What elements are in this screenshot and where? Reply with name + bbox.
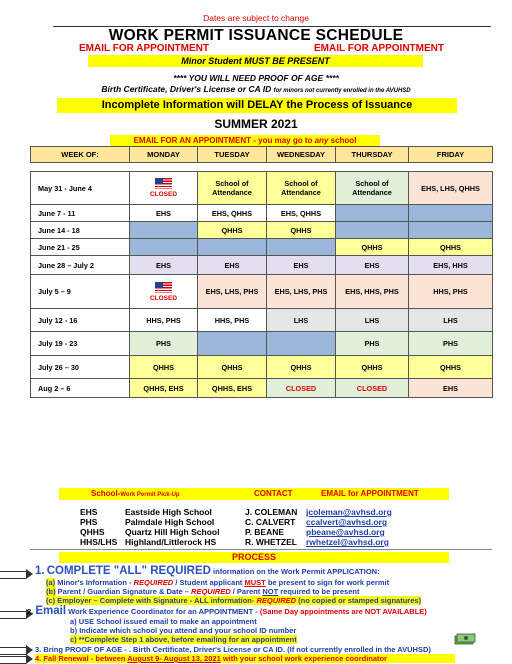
step1-tail: information on the Work Permit APPLICATION: xyxy=(213,567,380,576)
step1-heading xyxy=(35,565,380,577)
day-cell: QHHS xyxy=(198,356,267,379)
week-cell: June 7 - 11 xyxy=(31,205,130,222)
step1-b-text1: Parent / Guardian Signature & Date – xyxy=(57,587,192,596)
step2-b-text: Indicate which school you attend and your school ID number xyxy=(79,626,297,635)
step2-heading xyxy=(27,605,427,617)
email-link[interactable]: pbeane@avhsd.org xyxy=(306,527,385,537)
school-name: Highland/Littlerock HS xyxy=(125,537,217,547)
step1-c-text1: Employer – Complete with Signature - ALL information- xyxy=(57,596,257,605)
money-icon xyxy=(454,632,476,646)
school-name: Eastside High School xyxy=(125,507,212,517)
closed-cell xyxy=(130,275,198,309)
day-cell: HHS, PHS xyxy=(198,309,267,332)
coordinator-name: P. BEANE xyxy=(245,527,285,537)
week-cell: June 28 – July 2 xyxy=(31,256,130,275)
proof-of-age-line: **** YOU WILL NEED PROOF OF AGE **** xyxy=(173,73,339,83)
contact-header-contact: CONTACT xyxy=(254,489,293,498)
step1-c-label: (c) xyxy=(46,596,56,605)
step2-head: Email xyxy=(35,605,67,617)
birth-line-main: Birth Certificate, Driver's License or CA ID xyxy=(101,84,272,94)
day-cell xyxy=(198,239,267,256)
day-cell: EHS, LHS, PHS xyxy=(198,275,267,309)
day-cell: PHS xyxy=(336,332,409,356)
birth-certificate-line xyxy=(0,84,512,94)
season-heading: SUMMER 2021 xyxy=(214,117,298,131)
step1-a-text2: / Student applicant xyxy=(173,578,245,587)
day-cell: EHS xyxy=(267,256,336,275)
not-label: NOT xyxy=(262,587,279,596)
closed-label: CLOSED xyxy=(149,294,178,302)
minor-present-banner: Minor Student MUST BE PRESENT xyxy=(88,55,423,67)
contact-header xyxy=(59,488,449,500)
arrow-icon xyxy=(0,611,26,619)
day-cell: EHS, QHHS xyxy=(198,205,267,222)
school-name: Quartz Hill High School xyxy=(125,527,220,537)
day-cell: LHS xyxy=(409,309,493,332)
step1-number: 1. xyxy=(35,565,45,577)
school-name: Palmdale High School xyxy=(125,517,215,527)
email-appointment-right: EMAIL FOR APPOINTMENT xyxy=(314,43,444,54)
step1-b-label: (b) xyxy=(46,587,56,596)
table-gap xyxy=(31,163,493,172)
day-cell: EHS xyxy=(198,256,267,275)
contact-row xyxy=(0,527,512,537)
email-link[interactable]: rwhetzel@avhsd.org xyxy=(306,537,389,547)
day-cell: EHS, QHHS xyxy=(267,205,336,222)
table-row xyxy=(31,205,493,222)
contact-row xyxy=(0,507,512,517)
col-monday: MONDAY xyxy=(130,147,198,163)
day-cell: EHS, HHS xyxy=(409,256,493,275)
school-abbr: QHHS xyxy=(80,527,105,537)
day-cell: QHHS xyxy=(409,239,493,256)
day-cell: QHHS xyxy=(267,222,336,239)
week-cell: July 12 - 16 xyxy=(31,309,130,332)
required-label: REQUIRED xyxy=(256,596,297,605)
table-row xyxy=(31,309,493,332)
divider xyxy=(30,549,492,550)
day-cell xyxy=(336,222,409,239)
page-title: WORK PERMIT ISSUANCE SCHEDULE xyxy=(108,27,404,44)
school-abbr: EHS xyxy=(80,507,98,517)
step4-text xyxy=(35,654,455,663)
step2-number: 2. xyxy=(27,607,34,616)
schedule-table xyxy=(30,146,493,398)
closed-label: CLOSED xyxy=(149,191,178,198)
table-row xyxy=(31,222,493,239)
birth-line-small: for minors not currently enrolled in the AVUHSD xyxy=(273,88,411,94)
week-cell: June 14 - 18 xyxy=(31,222,130,239)
step1-b-text3: required to be present xyxy=(278,587,360,596)
school-label: School- xyxy=(91,489,121,498)
step1-c xyxy=(46,596,421,605)
required-label: REQUIRED xyxy=(191,587,231,596)
must-label: MUST xyxy=(244,578,266,587)
table-row xyxy=(31,275,493,309)
step1-a-text1: Minor's Information - xyxy=(57,578,134,587)
day-cell: EHS xyxy=(409,379,493,398)
day-cell xyxy=(198,332,267,356)
day-cell: HHS, PHS xyxy=(409,275,493,309)
day-cell xyxy=(336,205,409,222)
day-cell: PHS xyxy=(130,332,198,356)
day-cell: QHHS xyxy=(336,239,409,256)
email-link[interactable]: jcoleman@avhsd.org xyxy=(306,507,392,517)
day-cell: QHHS, EHS xyxy=(198,379,267,398)
col-wednesday: WEDNESDAY xyxy=(267,147,336,163)
step1-a xyxy=(46,578,389,587)
process-heading: PROCESS xyxy=(59,552,449,563)
arrow-icon xyxy=(0,571,26,579)
day-cell xyxy=(130,239,198,256)
day-cell: School of Attendance xyxy=(198,172,267,205)
step2-b-label: b) xyxy=(70,626,78,635)
day-cell: EHS xyxy=(336,256,409,275)
step2-a-label: a) xyxy=(70,617,77,626)
day-cell: QHHS xyxy=(267,356,336,379)
day-cell xyxy=(267,239,336,256)
day-cell: QHHS xyxy=(130,356,198,379)
step2-c-text: **Complete Step 1 above, before emailing for an appointment xyxy=(78,635,297,644)
incomplete-info-banner: Incomplete Information will DELAY the Process of Issuance xyxy=(57,98,457,113)
week-cell: July 26 – 30 xyxy=(31,356,130,379)
step1-b xyxy=(46,587,359,596)
step2-b xyxy=(70,626,296,635)
day-cell: PHS xyxy=(409,332,493,356)
day-cell: EHS, LHS, PHS xyxy=(267,275,336,309)
day-cell xyxy=(130,222,198,239)
col-tuesday: TUESDAY xyxy=(198,147,267,163)
any-school-prefix: EMAIL FOR AN APPOINTMENT - you may go to xyxy=(133,136,315,145)
day-cell: QHHS xyxy=(336,356,409,379)
email-appointment-left: EMAIL FOR APPOINTMENT xyxy=(79,43,209,54)
step1-head: COMPLETE "ALL" REQUIRED xyxy=(46,565,211,577)
day-cell: QHHS xyxy=(198,222,267,239)
any-school-emphasis: any xyxy=(314,136,329,145)
step2-tail: Work Experience Coordinator for an APPOINTMENT - xyxy=(66,607,260,616)
day-cell: EHS xyxy=(130,205,198,222)
week-cell: July 19 - 23 xyxy=(31,332,130,356)
day-cell: QHHS, EHS xyxy=(130,379,198,398)
required-label: REQUIRED xyxy=(133,578,174,587)
day-cell xyxy=(267,332,336,356)
step2-c xyxy=(70,635,297,644)
table-row xyxy=(31,239,493,256)
coordinator-name: R. WHETZEL xyxy=(245,537,297,547)
day-cell: EHS, LHS, QHHS xyxy=(409,172,493,205)
coordinator-name: J. COLEMAN xyxy=(245,507,298,517)
arrow-icon xyxy=(0,647,26,655)
step2-warning: (Same Day appointments are NOT AVAILABLE) xyxy=(259,607,427,616)
day-cell: LHS xyxy=(336,309,409,332)
day-cell: QHHS xyxy=(409,356,493,379)
table-row xyxy=(31,172,493,205)
week-cell: July 5 – 9 xyxy=(31,275,130,309)
closed-cell xyxy=(130,172,198,205)
day-cell xyxy=(409,205,493,222)
coordinator-name: C. CALVERT xyxy=(245,517,296,527)
table-row xyxy=(31,256,493,275)
contact-row xyxy=(0,517,512,527)
flag-icon xyxy=(155,282,172,293)
table-row xyxy=(31,379,493,398)
week-cell: June 21 - 25 xyxy=(31,239,130,256)
top-note: Dates are subject to change xyxy=(203,13,309,23)
table-row xyxy=(31,356,493,379)
step4-pre: 4. Fall Renewal - between xyxy=(35,654,128,663)
week-cell: May 31 - June 4 xyxy=(31,172,130,205)
school-abbr: HHS/LHS xyxy=(80,537,118,547)
col-thursday: THURSDAY xyxy=(336,147,409,163)
day-cell: School of Attendance xyxy=(267,172,336,205)
step4-date: August 9- August 13, 2021 xyxy=(127,654,221,663)
day-cell: CLOSED xyxy=(336,379,409,398)
contact-header-email: EMAIL for APPOINTMENT xyxy=(321,489,419,498)
contact-row xyxy=(0,537,512,547)
table-row xyxy=(31,332,493,356)
email-link[interactable]: ccalvert@avhsd.org xyxy=(306,517,388,527)
flag-icon xyxy=(155,178,172,189)
table-header-row xyxy=(31,147,493,163)
col-week: WEEK OF: xyxy=(31,147,130,163)
day-cell: EHS xyxy=(130,256,198,275)
step2-a-text: USE School issued email to make an appointment xyxy=(78,617,257,626)
step1-a-label: (a) xyxy=(46,578,56,587)
step2-c-label: c) xyxy=(70,635,77,644)
any-school-suffix: school xyxy=(328,136,357,145)
col-friday: FRIDAY xyxy=(409,147,493,163)
step1-a-text3: be present to sign for work permit xyxy=(265,578,390,587)
day-cell: EHS, HHS, PHS xyxy=(336,275,409,309)
day-cell: CLOSED xyxy=(267,379,336,398)
week-cell: Aug 2 – 6 xyxy=(31,379,130,398)
day-cell: HHS, PHS xyxy=(130,309,198,332)
step1-b-text2: / Parent xyxy=(230,587,263,596)
step3-text: 3. Bring PROOF OF AGE - . Birth Certificate, Driver's License or CA ID. (If not currently enrolled in the AVUHSD) xyxy=(35,645,431,654)
step4-post: with your school work experience coordinator xyxy=(220,654,388,663)
step1-c-text2: (no copied or stamped signatures) xyxy=(296,596,422,605)
pickup-label: Work Permit Pick-Up xyxy=(120,492,180,498)
day-cell: School of Attendance xyxy=(336,172,409,205)
day-cell xyxy=(409,222,493,239)
any-school-banner xyxy=(110,135,380,146)
step2-a xyxy=(70,617,257,626)
school-abbr: PHS xyxy=(80,517,98,527)
day-cell: LHS xyxy=(267,309,336,332)
contact-header-school xyxy=(91,488,180,501)
